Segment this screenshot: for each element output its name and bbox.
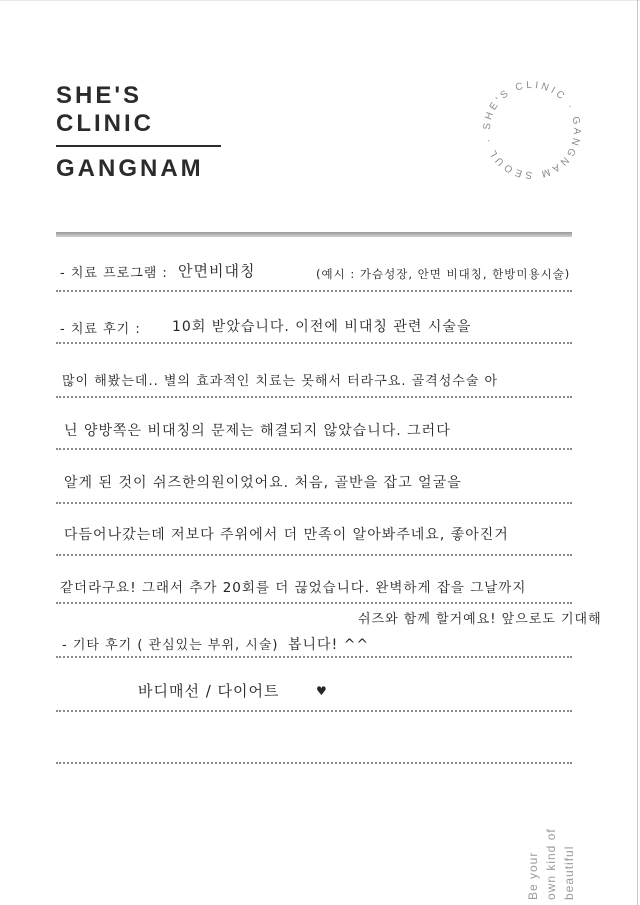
tagline xyxy=(526,804,586,900)
review-line-1: 10회 받았습니다. 이전에 비대칭 관련 시술을 xyxy=(172,319,472,335)
logo-line-2: CLINIC xyxy=(56,110,154,137)
svg-text:SHE'S CLINIC · GANGNAM SEOUL · xyxy=(482,80,582,180)
review-extra-2: 봅니다! ^^ xyxy=(288,637,370,653)
dotted-line xyxy=(56,502,572,504)
review-line-2: 많이 해봤는데.. 별의 효과적인 치료는 못해서 터라구요. 골격성수술 아 xyxy=(62,374,499,389)
seal-text: SHE'S CLINIC · GANGNAM SEOUL · xyxy=(481,79,583,181)
program-value: 안면비대칭 xyxy=(178,262,256,280)
logo-divider xyxy=(56,145,221,147)
clinic-logo xyxy=(56,82,221,183)
review-line-3: 닌 양방쪽은 비대칭의 문제는 해결되지 않았습니다. 그러다 xyxy=(64,423,451,439)
circular-seal-logo xyxy=(476,74,588,186)
header-band xyxy=(56,232,572,237)
review-line-5: 다듬어나갔는데 저보다 주위에서 더 만족이 알아봐주네요, 좋아진거 xyxy=(64,527,509,543)
tagline-line-1: Be your xyxy=(526,851,540,900)
dotted-line xyxy=(56,710,572,712)
dotted-line xyxy=(56,448,572,450)
dotted-line xyxy=(56,762,572,764)
dotted-line xyxy=(56,290,572,292)
tagline-line-3: beautiful xyxy=(562,845,576,900)
program-example: (예시 : 가슴성장, 안면 비대칭, 한방미용시술) xyxy=(316,267,571,281)
other-label: - 기타 후기 ( 관심있는 부위, 시술) xyxy=(62,638,279,653)
review-line-4: 알게 된 것이 쉬즈한의원이었어요. 처음, 골반을 잡고 얼굴을 xyxy=(64,475,462,491)
logo-line-1: SHE'S xyxy=(56,82,143,109)
dotted-line xyxy=(56,602,572,604)
logo-line-3: GANGNAM xyxy=(56,155,204,182)
tagline-line-2: own kind of xyxy=(544,828,558,900)
heart-icon: ♥ xyxy=(316,684,327,698)
page-top-edge xyxy=(0,0,640,1)
other-value: 바디매선 / 다이어트 xyxy=(138,682,280,700)
dotted-line xyxy=(56,554,572,556)
review-line-6: 같더라구요! 그래서 추가 20회를 더 끊었습니다. 완벽하게 잡을 그날까지 xyxy=(60,580,527,596)
dotted-line xyxy=(56,342,572,344)
review-label: - 치료 후기 : xyxy=(60,322,141,337)
program-label: - 치료 프로그램 : xyxy=(60,266,168,281)
page-right-edge xyxy=(637,0,638,905)
dotted-line xyxy=(56,396,572,398)
review-extra: 쉬즈와 함께 할거예요! 앞으로도 기대해 xyxy=(358,612,602,627)
dotted-line xyxy=(56,656,572,658)
